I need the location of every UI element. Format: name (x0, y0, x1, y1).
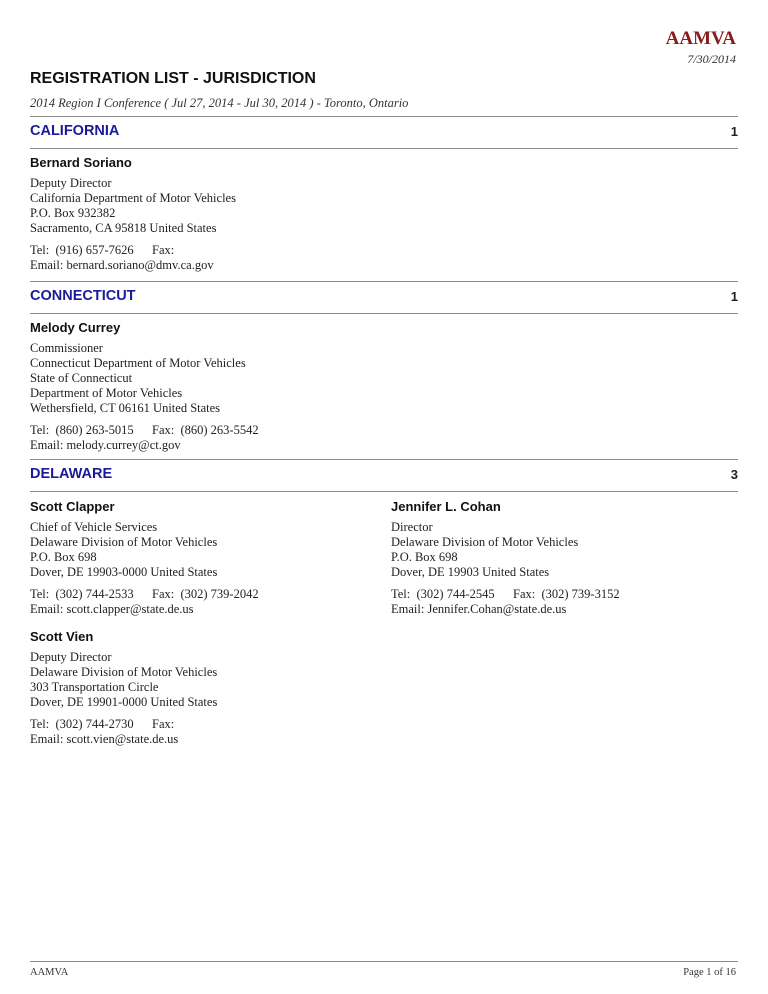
tel-label: Tel: (30, 587, 50, 601)
email-value: scott.vien@state.de.us (66, 732, 179, 746)
contact-card (30, 629, 330, 747)
tel-value: (860) 263-5015 (55, 423, 134, 437)
section-count: 1 (730, 124, 738, 139)
contact-line: Chief of Vehicle Services (30, 520, 158, 534)
contact-phone-row (30, 423, 330, 438)
contact-card (30, 499, 330, 617)
fax-label: Fax: (513, 587, 536, 601)
section-count: 3 (730, 467, 738, 482)
tel-value: (302) 744-2730 (55, 717, 134, 731)
contact-line: P.O. Box 698 (391, 550, 458, 564)
contact-card (391, 499, 691, 617)
email-value: scott.clapper@state.de.us (66, 602, 194, 616)
email-label: Email: (391, 602, 425, 616)
fax-value: (302) 739-3152 (541, 587, 620, 601)
contact-line: Wethersfield, CT 06161 United States (30, 401, 221, 415)
contact-line: Delaware Division of Motor Vehicles (30, 535, 218, 549)
contact-line: State of Connecticut (30, 371, 133, 385)
fax-label: Fax: (152, 423, 175, 437)
email-label: Email: (30, 732, 64, 746)
page-subtitle: 2014 Region I Conference ( Jul 27, 2014 - Jul 30, 2014 ) - Toronto, Ontario (30, 96, 409, 110)
fax-value: (302) 739-2042 (180, 587, 259, 601)
section-header-connecticut (30, 281, 738, 313)
email-label: Email: (30, 438, 64, 452)
organization-name: AAMVA (665, 28, 736, 49)
contact-line: Connecticut Department of Motor Vehicles (30, 356, 246, 370)
contact-line: Dover, DE 19903-0000 United States (30, 565, 218, 579)
section-count: 1 (730, 289, 738, 304)
contact-line: P.O. Box 932382 (30, 206, 116, 220)
page-title: REGISTRATION LIST - JURISDICTION (30, 70, 316, 87)
section-rule (30, 313, 738, 314)
contact-line: Dover, DE 19901-0000 United States (30, 695, 218, 709)
tel-value: (302) 744-2533 (55, 587, 134, 601)
contact-line: P.O. Box 698 (30, 550, 97, 564)
fax-value: (860) 263-5542 (180, 423, 259, 437)
fax-label: Fax: (152, 717, 175, 731)
contact-name: Jennifer L. Cohan (391, 499, 501, 514)
contact-name: Scott Clapper (30, 499, 115, 514)
tel-value: (916) 657-7626 (55, 243, 134, 257)
contact-line: Delaware Division of Motor Vehicles (30, 665, 218, 679)
contact-line: Commissioner (30, 341, 103, 355)
contact-phone-row (30, 243, 330, 258)
contact-card (30, 155, 330, 273)
section-rule (30, 491, 738, 492)
section-name: CONNECTICUT (30, 288, 136, 304)
contact-phone-row (30, 717, 330, 732)
contact-line: Sacramento, CA 95818 United States (30, 221, 217, 235)
contact-line: 303 Transportation Circle (30, 680, 159, 694)
fax-label: Fax: (152, 587, 175, 601)
email-label: Email: (30, 602, 64, 616)
contact-line: Delaware Division of Motor Vehicles (391, 535, 579, 549)
contact-phone-row (30, 587, 330, 602)
section-name: CALIFORNIA (30, 123, 120, 139)
contact-name: Bernard Soriano (30, 155, 132, 170)
tel-label: Tel: (30, 243, 50, 257)
section-name: DELAWARE (30, 466, 113, 482)
tel-label: Tel: (30, 423, 50, 437)
tel-label: Tel: (30, 717, 50, 731)
contact-name: Scott Vien (30, 629, 94, 644)
tel-value: (302) 744-2545 (416, 587, 495, 601)
contact-line: Deputy Director (30, 650, 112, 664)
footer-rule (30, 961, 738, 962)
section-rule (30, 148, 738, 149)
section-header-california (30, 116, 738, 148)
email-value: bernard.soriano@dmv.ca.gov (66, 258, 214, 272)
email-label: Email: (30, 258, 64, 272)
contact-name: Melody Currey (30, 320, 121, 335)
footer-org: AAMVA (30, 967, 69, 978)
email-value: melody.currey@ct.gov (66, 438, 181, 452)
contact-line: Deputy Director (30, 176, 112, 190)
contact-line: Department of Motor Vehicles (30, 386, 183, 400)
contact-line: California Department of Motor Vehicles (30, 191, 236, 205)
contact-line: Director (391, 520, 433, 534)
contact-line: Dover, DE 19903 United States (391, 565, 550, 579)
fax-label: Fax: (152, 243, 175, 257)
contact-phone-row (391, 587, 691, 602)
contact-card (30, 320, 330, 453)
page-number: Page 1 of 16 (683, 967, 736, 978)
tel-label: Tel: (391, 587, 411, 601)
section-header-delaware (30, 459, 738, 491)
report-date: 7/30/2014 (687, 52, 736, 66)
email-value: Jennifer.Cohan@state.de.us (427, 602, 567, 616)
